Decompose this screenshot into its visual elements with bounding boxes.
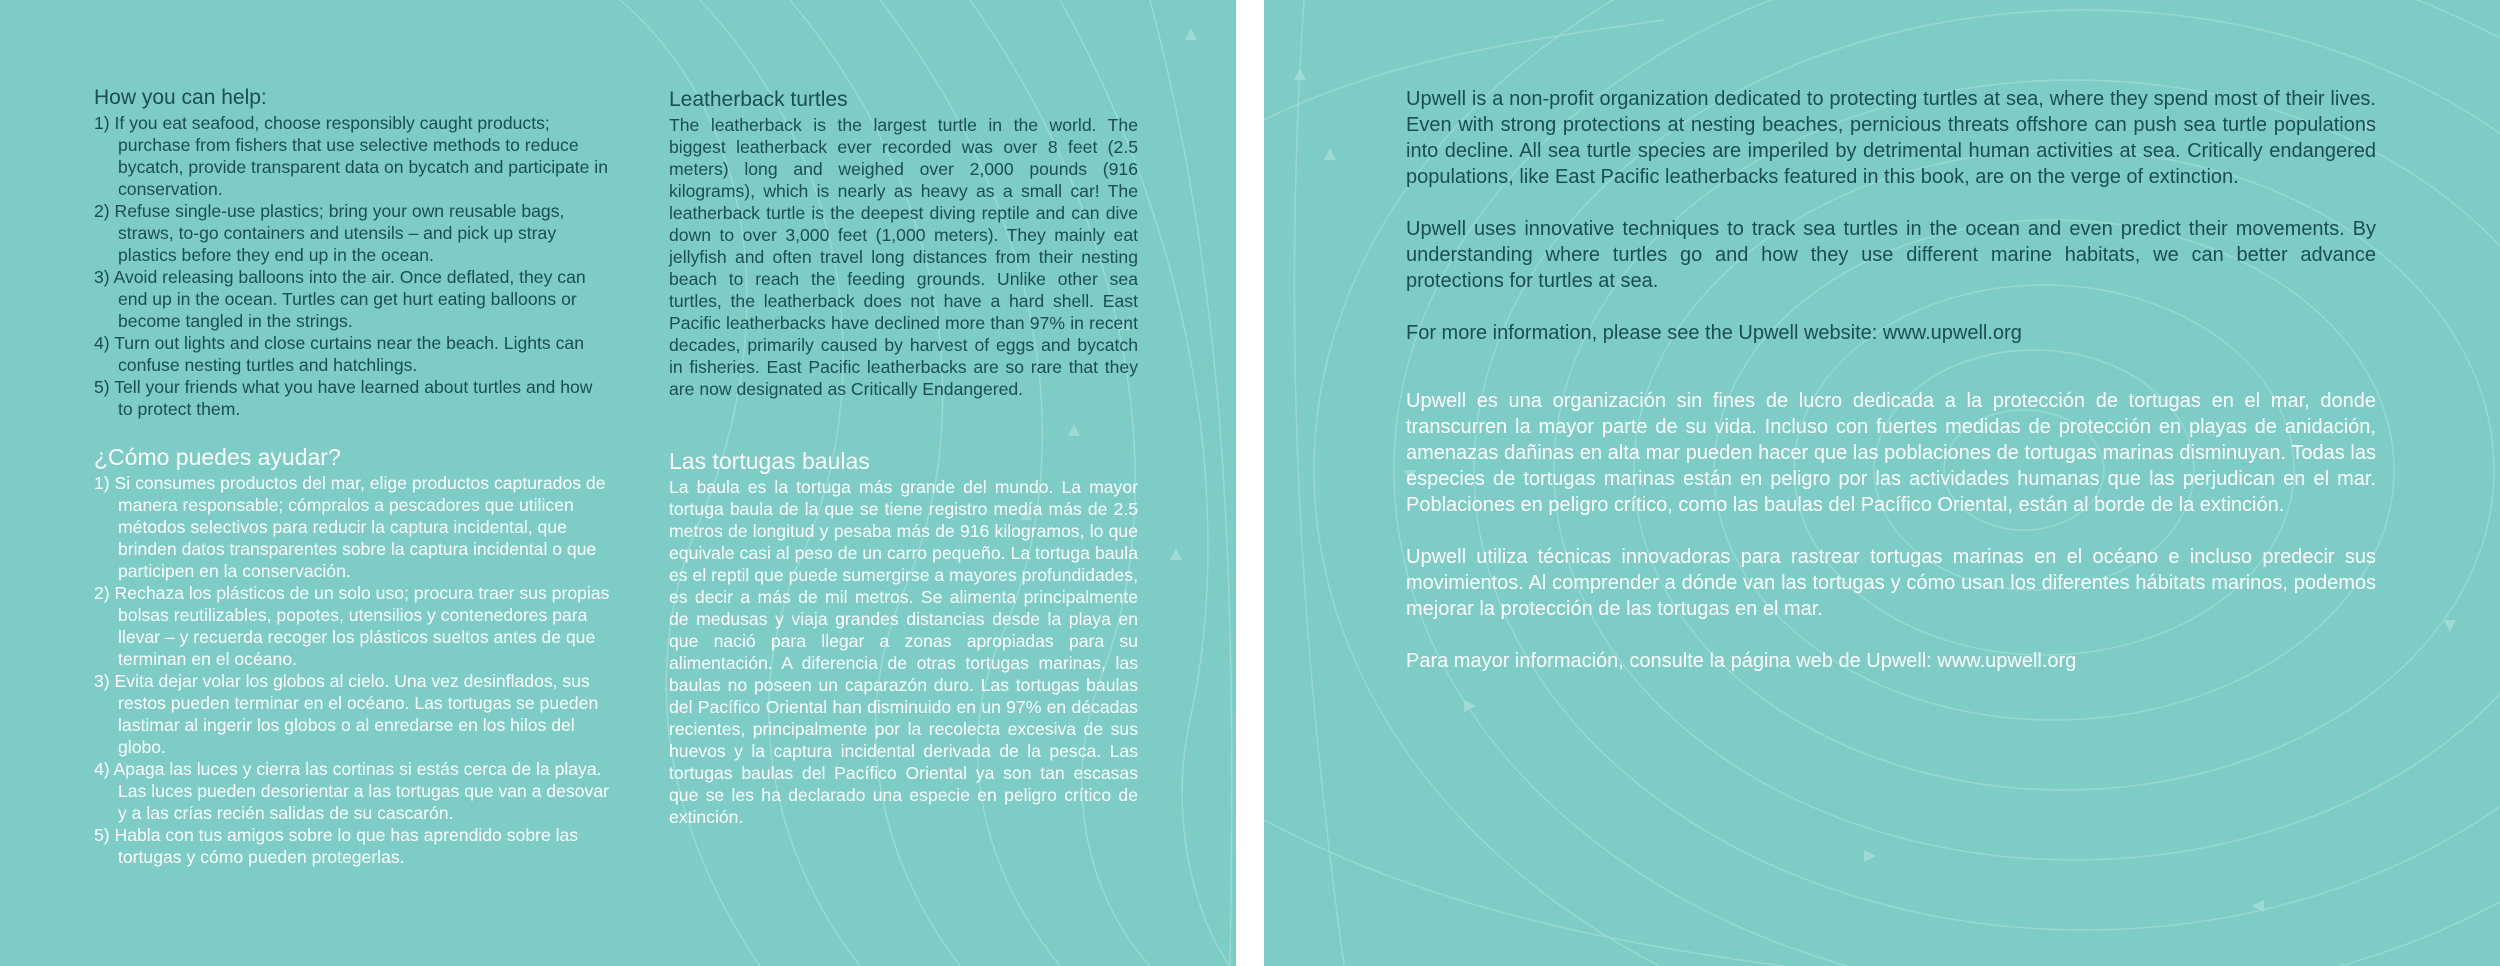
- upwell-website-es: Para mayor información, consulte la página web de Upwell: www.upwell.org: [1406, 650, 2077, 672]
- upwell-intro-es: Upwell es una organización sin fines de lucro dedicada a la protección de tortugas en el mar, donde transcurren la mayor parte de su vida. Incluso con fuertes medidas de protección en playas de anidación, amenazas dañinas en alta mar pueden hacer que las poblaciones de tortugas marinas disminuyan. Todas las especies de tortugas marinas están en peligro por las actividades humanas que las perjudican en el mar. Poblaciones en peligro crítico, como las baulas del Pacífico Oriental, están al borde de la extinción.: [1406, 390, 2376, 516]
- upwell-intro-en: Upwell is a non-profit organization dedicated to protecting turtles at sea, where they spend most of their lives. Even with strong protections at nesting beaches, pernicious threats offshore can push sea turtle populations into decline. All sea turtle species are imperiled by detrimental human activities at sea. Critically endangered populations, like East Pacific leatherbacks featured in this book, are on the verge of extinction.: [1406, 88, 2376, 188]
- help-item-en: 2) Refuse single-use plastics; bring your own reusable bags, straws, to-go containers and utensils – and pick up stray plastics before they end up in the ocean.: [94, 201, 565, 265]
- turtles-section-es: [669, 448, 1138, 828]
- help-list-es: [94, 472, 612, 868]
- help-section-en: [94, 86, 612, 420]
- help-item-es: 2) Rechaza los plásticos de un solo uso; procura traer sus propias bolsas reutilizables, popotes, utensilios y contenedores para llevar – y recuerda recoger los plásticos sueltos antes de que terminan en el océano.: [94, 583, 610, 669]
- turtles-title-en: Leatherback turtles: [669, 88, 848, 111]
- right-page: [1264, 0, 2500, 966]
- upwell-website-en: For more information, please see the Upwell website: www.upwell.org: [1406, 322, 2022, 344]
- help-item-en: 3) Avoid releasing balloons into the air. Once deflated, they can end up in the ocean. Turtles can get hurt eating balloons or become tangled in the strings.: [94, 267, 586, 331]
- help-title-en: How you can help:: [94, 86, 267, 109]
- upwell-tracking-es: Upwell utiliza técnicas innovadoras para rastrear tortugas marinas en el océano e incluso predecir sus movimientos. Al comprender a dónde van las tortugas y cómo usan los diferentes hábitats marinos, podemos mejorar la protección de las tortugas en el mar.: [1406, 546, 2376, 620]
- help-item-en: 4) Turn out lights and close curtains near the beach. Lights can confuse nesting turtles and hatchlings.: [94, 333, 584, 375]
- turtles-body-es: La baula es la tortuga más grande del mundo. La mayor tortuga baula de la que se tiene registro medía más de 2.5 metros de longitud y pesaba más de 916 kilogramos, lo que equivale casi al peso de un carro pequeño. La tortuga baula es el reptil que puede sumergirse a mayores profundidades, es decir a más de mil metros. Se alimenta principalmente de medusas y viaja grandes distancias desde la playa en que nació para llegar a zonas apropiadas para su alimentación. A diferencia de otras tortugas marinas, las baulas no poseen un caparazón duro. Las tortugas baulas del Pacífico Oriental han disminuido en un 97% en décadas recientes, principalmente por la recolecta excesiva de sus huevos y la captura incidental derivada de la pesca. Las tortugas baulas del Pacífico Oriental ya son tan escasas que se les ha declarado una especie en peligro crítico de extinción.: [669, 477, 1138, 827]
- help-item-en: 1) If you eat seafood, choose responsibly caught products; purchase from fishers that use selective methods to reduce bycatch, provide transparent data on bycatch and participate in conservation.: [94, 113, 608, 199]
- help-section-es: [94, 444, 612, 868]
- help-item-es: 3) Evita dejar volar los globos al cielo. Una vez desinflados, sus restos pueden terminar en el océano. Las tortugas se pueden lastimar al ingerir los globos o al enredarse en los hilos del globo.: [94, 671, 599, 757]
- upwell-section: [1406, 86, 2376, 700]
- turtles-body-en: The leatherback is the largest turtle in the world. The biggest leatherback ever recorded was over 8 feet (2.5 meters) long and weighed over 2,000 pounds (916 kilograms), which is nearly as heavy as a small car! The leatherback turtle is the deepest diving reptile and can dive down to over 3,000 feet (1,000 meters). They mainly eat jellyfish and often travel long distances from their nesting beach to reach the feeding grounds. Unlike other sea turtles, the leatherback does not have a hard shell. East Pacific leatherbacks have declined more than 97% in recent decades, primarily caused by harvest of eggs and bycatch in fisheries. East Pacific leatherbacks are so rare that they are now designated as Critically Endangered.: [669, 115, 1138, 399]
- upwell-tracking-en: Upwell uses innovative techniques to track sea turtles in the ocean and even predict their movements. By understanding where turtles go and how they use different marine habitats, we can better advance protections for turtles at sea.: [1406, 218, 2376, 292]
- left-page: [0, 0, 1236, 966]
- help-item-es: 4) Apaga las luces y cierra las cortinas si estás cerca de la playa. Las luces pueden desorientar a las tortugas que van a desovar y a las crías recién salidas de su cascarón.: [94, 759, 609, 823]
- help-item-en: 5) Tell your friends what you have learned about turtles and how to protect them.: [94, 377, 593, 419]
- turtles-section-en: [669, 88, 1138, 400]
- help-list-en: [94, 112, 612, 420]
- help-item-es: 5) Habla con tus amigos sobre lo que has aprendido sobre las tortugas y cómo pueden protegerlas.: [94, 825, 579, 867]
- help-item-es: 1) Si consumes productos del mar, elige productos capturados de manera responsable; cómpralos a pescadores que utilicen métodos selectivos para reducir la captura incidental, que brinden datos transparentes sobre la captura incidental o que participen en la conservación.: [94, 473, 606, 581]
- help-title-es: ¿Cómo puedes ayudar?: [94, 444, 341, 470]
- turtles-title-es: Las tortugas baulas: [669, 448, 870, 474]
